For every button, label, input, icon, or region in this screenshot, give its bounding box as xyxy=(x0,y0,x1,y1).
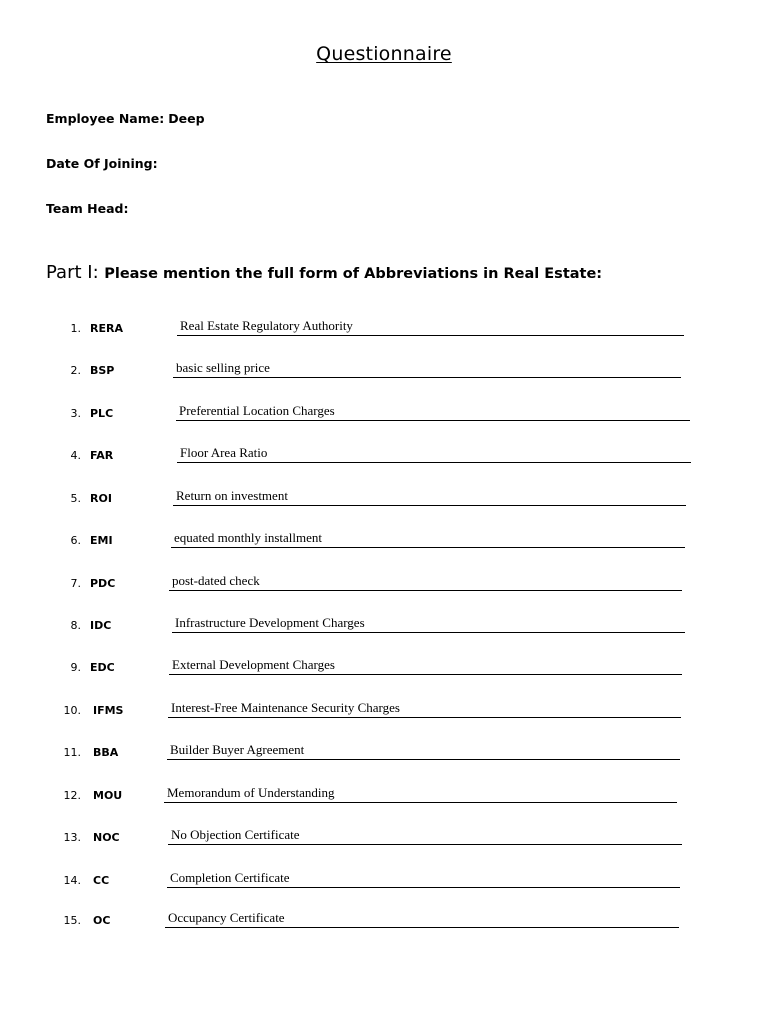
item-number: 12. xyxy=(63,789,81,802)
list-item xyxy=(0,444,768,468)
item-answer-field[interactable]: Floor Area Ratio xyxy=(177,444,691,463)
list-item xyxy=(0,784,768,808)
list-item xyxy=(0,699,768,723)
item-abbreviation: BSP xyxy=(90,364,115,377)
employee-name-label: Employee Name: xyxy=(46,111,165,126)
item-abbreviation: IFMS xyxy=(93,704,124,717)
list-item xyxy=(0,909,768,933)
item-abbreviation: CC xyxy=(93,874,110,887)
item-number: 9. xyxy=(70,661,81,674)
list-item xyxy=(0,572,768,596)
team-head-label: Team Head: xyxy=(46,201,129,216)
list-item xyxy=(0,487,768,511)
list-item xyxy=(0,741,768,765)
item-answer-field[interactable]: Infrastructure Development Charges xyxy=(172,614,685,633)
item-answer-field[interactable]: Return on investment xyxy=(173,487,686,506)
item-number: 13. xyxy=(63,831,81,844)
item-abbreviation: FAR xyxy=(90,449,114,462)
item-number: 15. xyxy=(63,914,81,927)
employee-name-field xyxy=(46,111,205,126)
part-heading xyxy=(46,262,602,283)
item-answer-field[interactable]: Real Estate Regulatory Authority xyxy=(177,317,684,336)
item-number: 7. xyxy=(70,577,81,590)
item-abbreviation: EMI xyxy=(90,534,113,547)
item-abbreviation: PDC xyxy=(90,577,116,590)
list-item xyxy=(0,826,768,850)
list-item xyxy=(0,317,768,341)
date-of-joining-label: Date Of Joining: xyxy=(46,156,158,171)
list-item xyxy=(0,656,768,680)
item-answer-field[interactable]: Interest-Free Maintenance Security Charges xyxy=(168,699,681,718)
item-answer-field[interactable]: Preferential Location Charges xyxy=(176,402,690,421)
item-number: 4. xyxy=(70,449,81,462)
employee-name-value: Deep xyxy=(168,111,205,126)
item-number: 3. xyxy=(70,407,81,420)
date-of-joining-field xyxy=(46,156,158,171)
item-answer-field[interactable]: equated monthly installment xyxy=(171,529,685,548)
item-number: 14. xyxy=(63,874,81,887)
item-answer-field[interactable]: No Objection Certificate xyxy=(168,826,682,845)
item-abbreviation: RERA xyxy=(90,322,123,335)
item-number: 11. xyxy=(63,746,81,759)
document-title: Questionnaire xyxy=(316,43,452,65)
item-abbreviation: EDC xyxy=(90,661,115,674)
part-label: Part I: xyxy=(46,262,99,283)
item-abbreviation: MOU xyxy=(93,789,123,802)
part-instruction: Please mention the full form of Abbreviations in Real Estate: xyxy=(104,266,603,282)
item-answer-field[interactable]: basic selling price xyxy=(173,359,681,378)
item-abbreviation: PLC xyxy=(90,407,114,420)
item-abbreviation: ROI xyxy=(90,492,112,505)
item-number: 5. xyxy=(70,492,81,505)
item-abbreviation: OC xyxy=(93,914,111,927)
item-abbreviation: NOC xyxy=(93,831,120,844)
item-number: 1. xyxy=(70,322,81,335)
item-abbreviation: IDC xyxy=(90,619,112,632)
list-item xyxy=(0,614,768,638)
item-answer-field[interactable]: Completion Certificate xyxy=(167,869,680,888)
list-item xyxy=(0,359,768,383)
item-number: 6. xyxy=(70,534,81,547)
item-abbreviation: BBA xyxy=(93,746,119,759)
team-head-field xyxy=(46,201,128,216)
list-item xyxy=(0,529,768,553)
item-answer-field[interactable]: External Development Charges xyxy=(169,656,682,675)
item-number: 2. xyxy=(70,364,81,377)
item-answer-field[interactable]: post-dated check xyxy=(169,572,682,591)
item-number: 8. xyxy=(70,619,81,632)
item-answer-field[interactable]: Memorandum of Understanding xyxy=(164,784,677,803)
item-answer-field[interactable]: Occupancy Certificate xyxy=(165,909,679,928)
item-number: 10. xyxy=(63,704,81,717)
list-item xyxy=(0,869,768,893)
item-answer-field[interactable]: Builder Buyer Agreement xyxy=(167,741,680,760)
list-item xyxy=(0,402,768,426)
